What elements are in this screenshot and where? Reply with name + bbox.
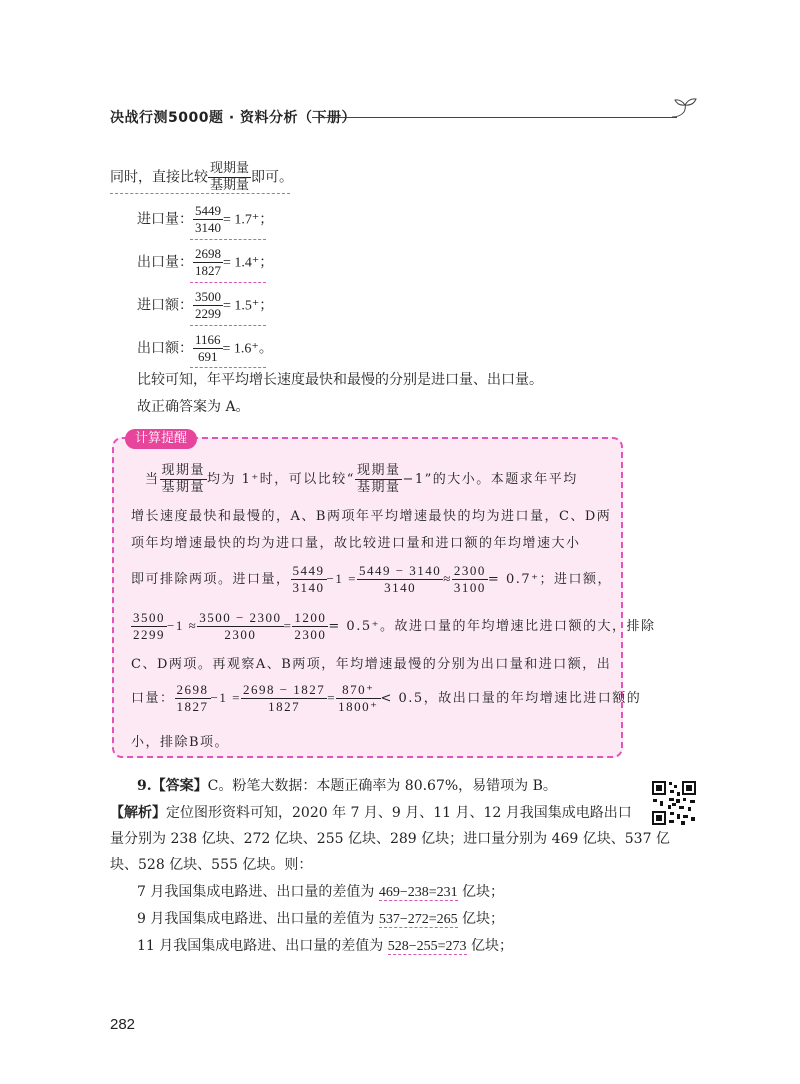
tip-fraction bbox=[452, 563, 488, 596]
ratio-fraction bbox=[193, 289, 223, 322]
fraction-numerator: 5449 − 3140 bbox=[358, 563, 442, 578]
intro-fraction bbox=[208, 161, 251, 194]
tip-text: 口量： bbox=[131, 691, 175, 706]
header-divider bbox=[312, 117, 677, 118]
tip-text: = 0.7⁺；进口额， bbox=[487, 572, 612, 587]
fraction-numerator: 现期量 bbox=[210, 161, 250, 176]
answer-text: C。粉笔大数据：本题正确率为 80.67%，易错项为 B。 bbox=[207, 778, 557, 794]
ratio-fraction bbox=[193, 332, 223, 365]
diff-prefix: 7 月我国集成电路进、出口量的差值为 bbox=[137, 884, 379, 900]
answer-label: 9.【答案】 bbox=[137, 778, 208, 794]
fraction-numerator: 3500 − 2300 bbox=[199, 610, 282, 625]
ratio-fraction bbox=[193, 246, 223, 279]
tip-text: −1”的大小。本题求年平均 bbox=[402, 472, 578, 487]
fraction-denominator: 2299 bbox=[195, 306, 221, 321]
diff-expression: 537−272=265 bbox=[378, 912, 458, 927]
tip-fraction bbox=[357, 563, 443, 596]
diff-suffix: 亿块； bbox=[457, 911, 505, 927]
ratio-underline bbox=[190, 325, 266, 326]
sprout-icon bbox=[670, 96, 700, 122]
tip-fraction bbox=[355, 463, 403, 496]
fraction-denominator: 基期量 bbox=[356, 480, 401, 495]
diff-suffix: 亿块； bbox=[466, 938, 513, 954]
q9-analysis-3: 块、528 亿块、555 亿块。则： bbox=[110, 857, 313, 873]
fraction-numerator: 现期量 bbox=[356, 463, 401, 478]
calc-tip-line-6: C、D两项。再观察A、B两项，年均增速最慢的分别为出口量和进口额，出 bbox=[131, 657, 612, 672]
fraction-denominator: 基期量 bbox=[210, 178, 250, 193]
ratio-label: 进口量： bbox=[137, 211, 193, 228]
ratio-export-volume bbox=[137, 246, 273, 279]
intro-suffix: 即可。 bbox=[251, 169, 294, 186]
ratio-label: 出口额： bbox=[137, 340, 193, 357]
intro-prefix: 同时，直接比较 bbox=[110, 169, 208, 186]
tip-fraction bbox=[175, 682, 211, 715]
fraction-denominator: 1800⁺ bbox=[338, 699, 379, 714]
ratio-import-value bbox=[137, 289, 273, 322]
tip-fraction bbox=[291, 563, 327, 596]
fraction-denominator: 3100 bbox=[453, 580, 486, 595]
fraction-numerator: 1200 bbox=[294, 610, 327, 625]
fraction-numerator: 3500 bbox=[195, 289, 221, 304]
ratio-result: = 1.4⁺； bbox=[223, 255, 274, 271]
ratio-import-volume bbox=[137, 203, 273, 236]
calc-tip-line-8: 小，排除B项。 bbox=[131, 735, 230, 750]
tip-text: 当 bbox=[145, 472, 160, 487]
fraction-numerator: 870⁺ bbox=[342, 682, 375, 697]
fraction-numerator: 2300 bbox=[453, 563, 486, 578]
tip-text: = bbox=[283, 618, 293, 633]
ratio-result: = 1.6⁺。 bbox=[222, 341, 273, 357]
calc-tip-line-7 bbox=[131, 682, 641, 715]
tip-text: 即可排除两项。进口量， bbox=[131, 572, 291, 587]
fraction-numerator: 2698 bbox=[176, 682, 209, 697]
tip-fraction bbox=[131, 610, 167, 643]
answer-line: 故正确答案为 A。 bbox=[137, 399, 250, 415]
ratio-label: 进口额： bbox=[137, 297, 193, 314]
fraction-numerator: 3500 bbox=[133, 610, 165, 625]
tip-fraction bbox=[336, 682, 380, 715]
conclusion-text: 比较可知，年平均增长速度最快和最慢的分别是进口量、出口量。 bbox=[137, 372, 543, 388]
diff-prefix: 11 月我国集成电路进、出口量的差值为 bbox=[137, 938, 388, 954]
ratio-result: = 1.7⁺； bbox=[223, 212, 274, 228]
fraction-numerator: 2698 − 1827 bbox=[242, 682, 326, 697]
fraction-denominator: 1827 bbox=[195, 263, 221, 278]
diff-expression: 528−255=273 bbox=[387, 939, 467, 954]
ratio-result: = 1.5⁺； bbox=[223, 298, 274, 314]
q9-diff-row bbox=[137, 936, 513, 957]
fraction-denominator: 2299 bbox=[133, 627, 165, 642]
analysis-label: 【解析】 bbox=[110, 805, 166, 821]
header-title: 决战行测5000题 · 资料分析（下册） bbox=[110, 110, 357, 126]
diff-prefix: 9 月我国集成电路进、出口量的差值为 bbox=[137, 911, 379, 927]
tip-text: < 0.5，故出口量的年均增速比进口额的 bbox=[380, 691, 642, 706]
diff-expression: 469−238=231 bbox=[378, 885, 458, 900]
fraction-numerator: 2698 bbox=[195, 246, 221, 261]
calc-tip-line-2: 增长速度最快和最慢的，A、B两项年平均增速最快的均为进口量，C、D两 bbox=[131, 509, 612, 524]
analysis-text: 定位图形资料可知，2020 年 7 月、9 月、11 月、12 月我国集成电路出口 bbox=[166, 805, 632, 821]
tip-text: −1 = bbox=[210, 690, 241, 705]
fraction-denominator: 3140 bbox=[357, 579, 443, 596]
tip-fraction bbox=[197, 610, 283, 643]
fraction-numerator: 现期量 bbox=[161, 463, 206, 478]
fraction-numerator: 5449 bbox=[292, 563, 325, 578]
ratio-fraction bbox=[193, 203, 223, 236]
fraction-denominator: 1827 bbox=[176, 699, 209, 714]
q9-analysis-1 bbox=[110, 803, 632, 823]
fraction-numerator: 1166 bbox=[195, 332, 221, 347]
diff-suffix: 亿块； bbox=[457, 884, 505, 900]
ratio-underline bbox=[190, 367, 266, 368]
ratio-export-value bbox=[137, 332, 273, 365]
qr-code-icon bbox=[650, 779, 698, 827]
fraction-numerator: 5449 bbox=[195, 203, 221, 218]
intro-line bbox=[110, 161, 293, 194]
tip-fraction bbox=[292, 610, 328, 643]
ratio-underline bbox=[190, 239, 266, 240]
fraction-denominator: 2300 bbox=[294, 627, 327, 642]
fraction-denominator: 基期量 bbox=[161, 480, 206, 495]
calc-tip-line-1 bbox=[145, 463, 578, 496]
ratio-label: 出口量： bbox=[137, 254, 193, 271]
fraction-denominator: 3140 bbox=[195, 220, 221, 235]
tip-text: −1 = bbox=[326, 571, 357, 586]
tip-text: = 0.5⁺。故进口量的年均增速比进口额的大，排除 bbox=[328, 619, 656, 634]
tip-fraction bbox=[160, 463, 208, 496]
tip-fraction bbox=[241, 682, 327, 715]
fraction-denominator: 2300 bbox=[197, 626, 283, 643]
ratio-underline bbox=[190, 282, 266, 283]
q9-analysis-2: 量分别为 238 亿块、272 亿块、255 亿块、289 亿块；进口量分别为 469 亿块、537 亿 bbox=[110, 831, 670, 847]
tip-text: ≈ bbox=[443, 571, 452, 586]
fraction-denominator: 691 bbox=[193, 348, 223, 365]
calc-tip-line-5 bbox=[131, 610, 655, 643]
tip-text: 均为 1⁺时，可以比较“ bbox=[207, 472, 355, 487]
q9-answer bbox=[137, 776, 557, 796]
calc-tip-tag: 计算提醒 bbox=[125, 429, 197, 449]
intro-underline bbox=[110, 193, 290, 194]
fraction-denominator: 3140 bbox=[292, 580, 325, 595]
fraction-denominator: 1827 bbox=[241, 698, 327, 715]
page-number: 282 bbox=[110, 1016, 136, 1033]
q9-diff-row bbox=[137, 909, 504, 930]
q9-diff-row bbox=[137, 882, 504, 903]
calc-tip-line-3: 项年均增速最快的均为进口量，故比较进口量和进口额的年均增速大小 bbox=[131, 536, 581, 551]
tip-text: −1 ≈ bbox=[167, 618, 198, 633]
tip-text: = bbox=[327, 690, 337, 705]
calc-tip-line-4 bbox=[131, 563, 612, 596]
